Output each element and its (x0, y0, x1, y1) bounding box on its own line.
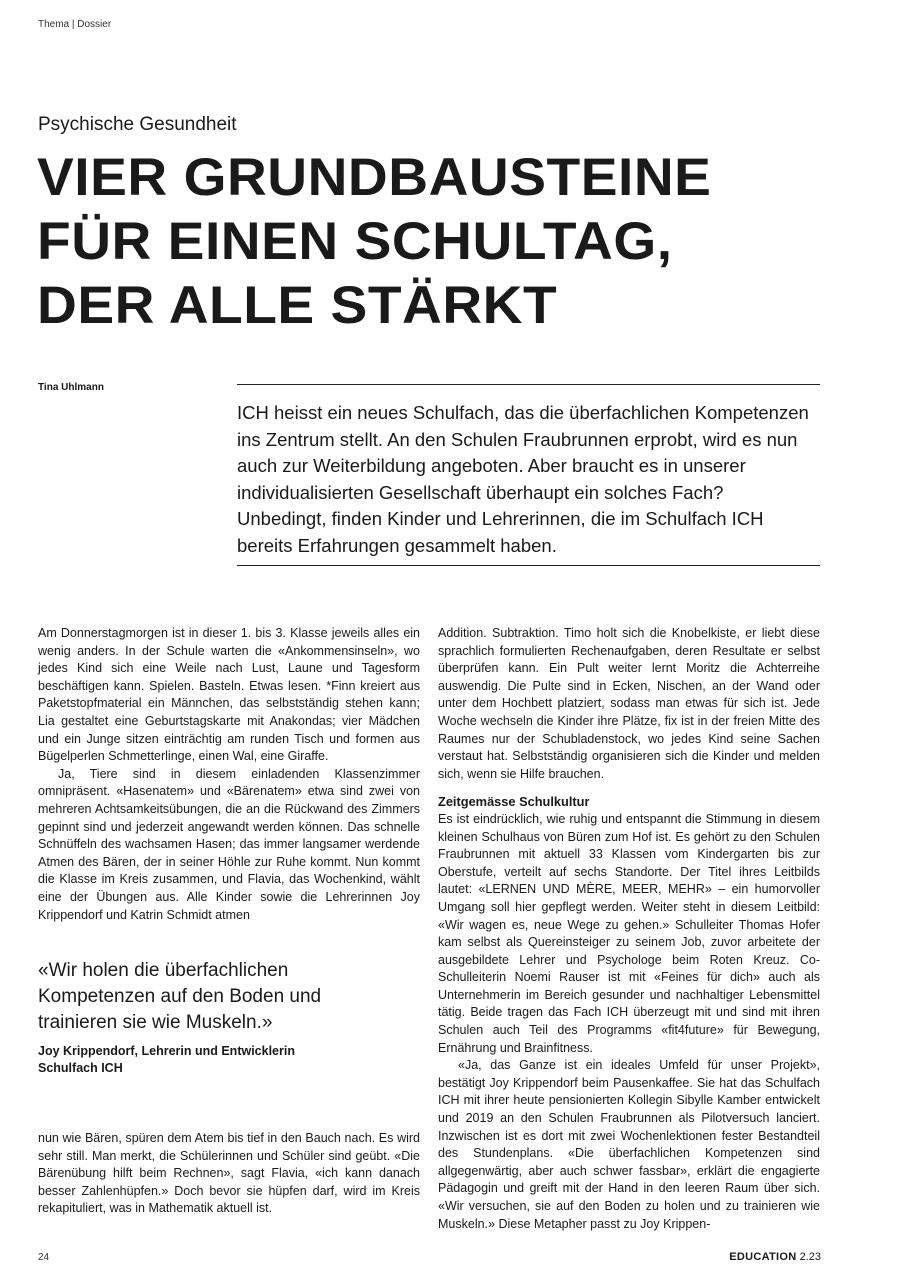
title-line-1: VIER GRUNDBAUSTEINE (37, 148, 712, 207)
pull-quote-attribution: Joy Krippendorf, Lehrerin und Entwicklerin Schulfach ICH (38, 1044, 295, 1075)
magazine-issue: 2.23 (799, 1251, 821, 1263)
section-label: Thema | Dossier (38, 19, 112, 30)
article-lead: ICH heisst ein neues Schulfach, das die überfachlichen Kompetenzen ins Zentrum stellt. An den Schulen Fraubrunnen erprobt, wird es nun auch zur Weiterbildung angeboten. Aber braucht es in unserer individualisierten Gesellschaft überhaupt ein solches Fach? Unbedingt, finden Kinder und Lehrerinnen, die im Schulfach ICH bereits Erfahrungen gesammelt haben. (237, 402, 809, 556)
lead-bottom-divider (237, 565, 820, 566)
title-line-3: DER ALLE STÄRKT (37, 276, 558, 335)
body-column-left-bottom (38, 1130, 420, 1218)
body-paragraph: Ja, Tiere sind in diesem einladenden Klassenzimmer omnipräsent. «Hasenatem» und «Bärenatem» etwa sind zwei von mehreren Achtsamkeitsübungen, die an die Rückwand des Zimmers gepinnt sind und jederzeit angewandt werden können. Das schnelle Schnüffeln des wachsamen Hasen; das immer langsamer werdende Atmen des Bären, der in seiner Höhle zur Ruhe kommt. Nun kommt die Klasse im Kreis zusammen, und Flavia, das Wochenkind, wählt eine der Übungen aus. Alle Kinder sowie die Lehrerinnen Joy Krippendorf und Katrin Schmidt atmen (38, 766, 420, 922)
article-title (37, 146, 869, 338)
author-byline: Tina Uhlmann (38, 382, 104, 393)
body-column-left-top (38, 625, 420, 924)
body-paragraph: nun wie Bären, spüren dem Atem bis tief in den Bauch nach. Es wird sehr still. Man merkt, die Schülerinnen und Schüler sind geübt. «Die Bärenübung hilft beim Rechnen», sagt Flavia, «ich kann danach besser Zahlenhüpfen.» Doch bevor sie hüpfen darf, wird im Kreis rekapituliert, was in Mathematik aktuell ist. (38, 1131, 420, 1216)
body-paragraph: «Ja, das Ganze ist ein ideales Umfeld für unser Projekt», bestätigt Joy Krippendorf beim Pausenkaffee. Sie hat das Schulfach ICH mit ihrer heute pensionierten Kollegin Sibylle Kamber entwickelt und 2019 an den Schulen Fraubrunnen als Pilotversuch lanciert. Inzwischen ist es dort mit zwei Wochenlektionen fester Bestandteil des Stundenplans. «Die überfachlichen Kompetenzen sind allgegenwärtig, aber auch schwer fassbar», erklärt die engagierte Pädagogin und greift mit der Hand in den leeren Raum über sich. «Wir versuchen, sie auf den Boden zu holen und zu trainieren wie Muskeln.» Diese Metapher passt zu Joy Krippen- (438, 1058, 820, 1231)
body-column-right (438, 625, 820, 1233)
body-paragraph: Addition. Subtraktion. Timo holt sich die Knobelkiste, er liebt diese sprachlich formulierten Rechenaufgaben, deren Resultate er selbst überprüfen kann. Ein Pult weiter lernt Moritz die Achterreihe auswendig. Die Pulte sind in Ecken, Nischen, an der Wand oder unter dem Hochbett platziert, sodass man etwas für sich ist. Jede Woche wechseln die Kinder ihre Plätze, fix ist in der freien Mitte des Raumes nur der Schubladenstock, wo jedes Kind seine Sachen verstaut hat. Selbstständig organisieren sich die Kinder und melden sich, wenn sie Hilfe brauchen. (438, 626, 820, 781)
page-number: 24 (38, 1252, 50, 1263)
body-paragraph: Es ist eindrücklich, wie ruhig und entspannt die Stimmung in diesem kleinen Schulhaus von Büren zum Hof ist. Es gehört zu den Schulen Fraubrunnen mit aktuell 33 Klassen vom Kindergarten bis zur Oberstufe, verteilt auf sechs Standorte. Der Titel ihres Leitbilds lautet: «LERNEN UND MÈRE, MEER, MEHR» – ein humorvoller Umgang soll hier gepflegt werden. Weiter steht in diesem Leitbild: «Wir wagen es, neue Wege zu gehen.» Schulleiter Thomas Hofer kam selbst als Quereinsteiger zu seinem Job, zuvor arbeitete der ausgebildete Lehrer und Psychologe beim Roten Kreuz. Co-Schulleiterin Noemi Rauser ist mit «Feines für dich» auch als Unternehmerin im Bereich gesunder und nachhaltiger Lebensmittel tätig. Beide tragen das Fach ICH überzeugt mit und sind mit ihren Schulen auch Teil des Programms «fit4future» für Bewegung, Ernährung und Brainfitness. (438, 811, 820, 1055)
body-paragraph: Am Donnerstagmorgen ist in dieser 1. bis 3. Klasse jeweils alles ein wenig anders. In der Schule warten die «Ankommensinseln», wo jedes Kind sich eine Weile nach Lust, Laune und Tagesform beschäftigen kann. Spielen. Basteln. Etwas lesen. *Finn kreiert aus Paketstopfmaterial ein Männchen, das selbstständig stehen kann; Lia gestaltet eine Geburtstagskarte mit Anakondas; vier Mädchen und ein Junge sitzen einträchtig am runden Tisch und formen aus Bügelperlen Schmetterlinge, einen Wal, eine Giraffe. (38, 626, 420, 764)
lead-top-divider (237, 384, 820, 385)
title-line-2: FÜR EINEN SCHULTAG, (37, 212, 673, 271)
section-subheading: Zeitgemässe Schulkultur (438, 794, 590, 810)
magazine-name: EDUCATION (729, 1251, 797, 1263)
magazine-footer (729, 1251, 821, 1263)
article-kicker: Psychische Gesundheit (38, 114, 237, 135)
pull-quote: «Wir holen die überfachlichen Kompetenzen auf den Boden und trainieren sie wie Muskeln.» (38, 960, 322, 1033)
